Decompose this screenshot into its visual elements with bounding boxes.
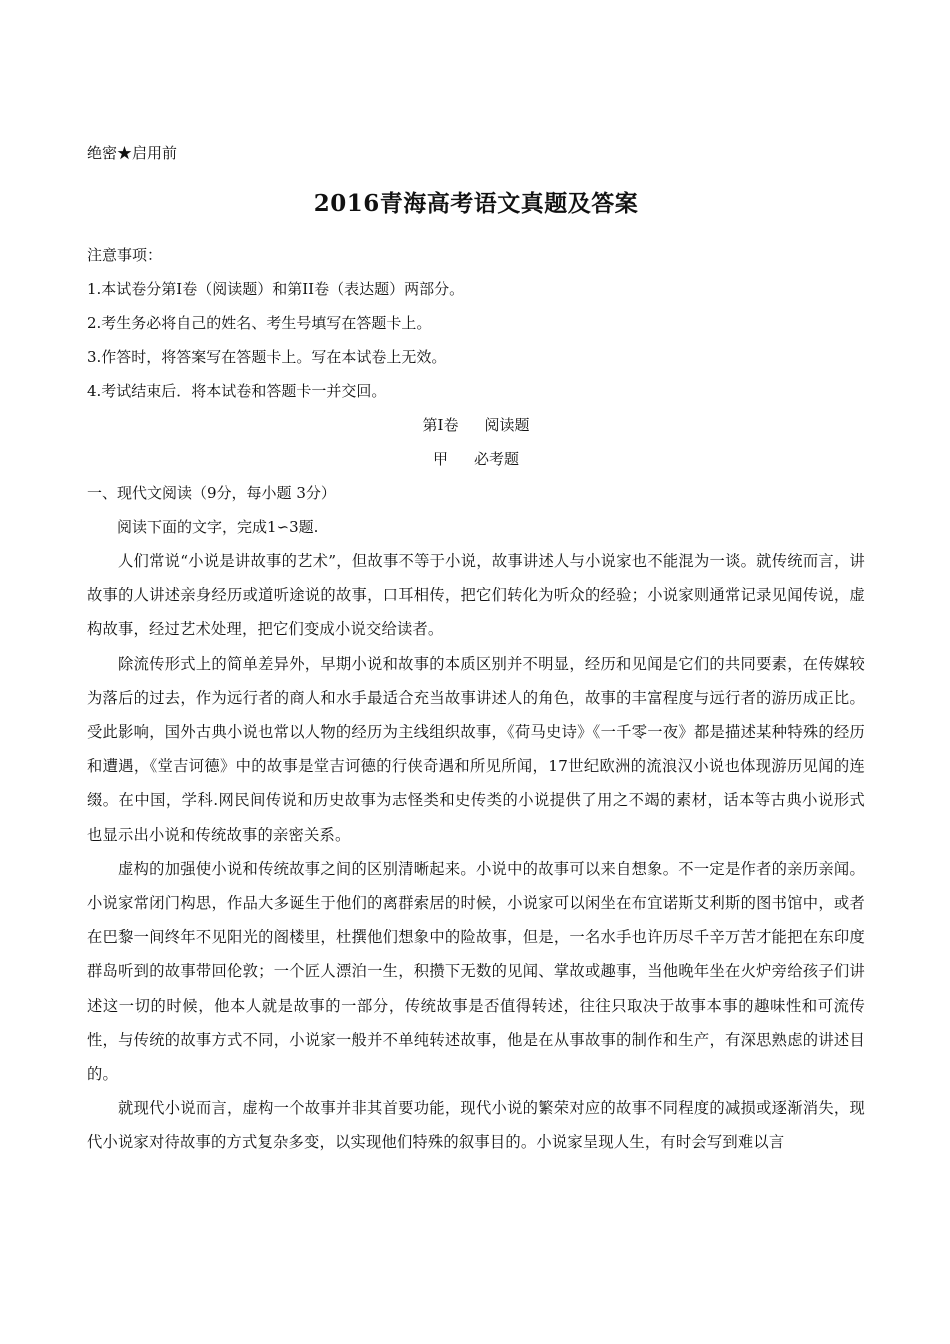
passage-paragraph: 虚构的加强使小说和传统故事之间的区别清晰起来。小说中的故事可以来自想象。不一定是作者的亲历亲闻。小说家常闭门构思，作品大多诞生于他们的离群索居的时候，小说家可以闲坐在布宜诺斯艾利斯的图书馆中，或者在巴黎一间终年不见阳光的阁楼里，杜撰他们想象中的险故事，但是，一名水手也许历尽千辛万苦才能把在东印度群岛听到的故事带回伦敦；一个匠人漂泊一生，积攒下无数的见闻、掌故或趣事，当他晚年坐在火炉旁给孩子们讲述这一切的时候，他本人就是故事的一部分，传统故事是否值得转述，往往只取决于故事本事的趣味性和可流传性，与传统的故事方式不同，小说家一般并不单纯转述故事，他是在从事故事的制作和生产，有深思熟虑的讲述目的。 (87, 859, 865, 1084)
notice-heading: 注意事项： (87, 246, 163, 264)
part-label: 甲 (432, 450, 448, 468)
notice-item: 4.考试结束后．将本试卷和答题卡一并交回。 (87, 382, 387, 400)
exam-page (87, 136, 865, 1160)
notice-item: 1.本试卷分第I卷（阅读题）和第II卷（表达题）两部分。 (87, 280, 465, 298)
secret-mark: 绝密★启用前 (87, 144, 178, 162)
notice-block (87, 238, 865, 408)
passage-paragraph: 就现代小说而言，虚构一个故事并非其首要功能，现代小说的繁荣对应的故事不同程度的减损或逐渐消失，现代小说家对待故事的方式复杂多变，以实现他们特殊的叙事目的。小说家呈现人生，有时会写到难以言 (87, 1099, 865, 1152)
volume-name: 阅读题 (484, 416, 530, 434)
reading-passage (87, 544, 865, 1160)
page-title: 2016青海高考语文真题及答案 (313, 190, 639, 217)
part-heading (87, 442, 865, 476)
volume-heading (87, 408, 865, 442)
part-name: 必考题 (474, 450, 520, 468)
volume-label: 第I卷 (422, 416, 459, 434)
question-heading: 一、现代文阅读（9分，每小题 3分） (87, 484, 336, 502)
passage-paragraph: 除流传形式上的简单差异外，早期小说和故事的本质区别并不明显，经历和见闻是它们的共同要素，在传媒较为落后的过去，作为远行者的商人和水手最适合充当故事讲述人的角色，故事的丰富程度与远行者的游历成正比。受此影响，国外古典小说也常以人物的经历为主线组织故事，《荷马史诗》《一千零一夜》都是描述某种特殊的经历和遭遇，《堂吉诃德》中的故事是堂吉诃德的行侠奇遇和所见所闻，17世纪欧洲的流浪汉小说也体现游历见闻的连缀。在中国，学科.网民间传说和历史故事为志怪类和史传类的小说提供了用之不竭的素材，话本等古典小说形式也显示出小说和传统故事的亲密关系。 (87, 654, 865, 844)
reading-instruction: 阅读下面的文字，完成1∽3题. (117, 518, 319, 536)
passage-paragraph: 人们常说“小说是讲故事的艺术”，但故事不等于小说，故事讲述人与小说家也不能混为一谈。就传统而言，讲故事的人讲述亲身经历或道听途说的故事，口耳相传，把它们转化为听众的经验；小说家则通常记录见闻传说，虚构故事，经过艺术处理，把它们变成小说交给读者。 (87, 552, 865, 639)
notice-item: 2.考生务必将自己的姓名、考生号填写在答题卡上。 (87, 314, 432, 332)
notice-item: 3.作答时，将答案写在答题卡上。写在本试卷上无效。 (87, 348, 447, 366)
